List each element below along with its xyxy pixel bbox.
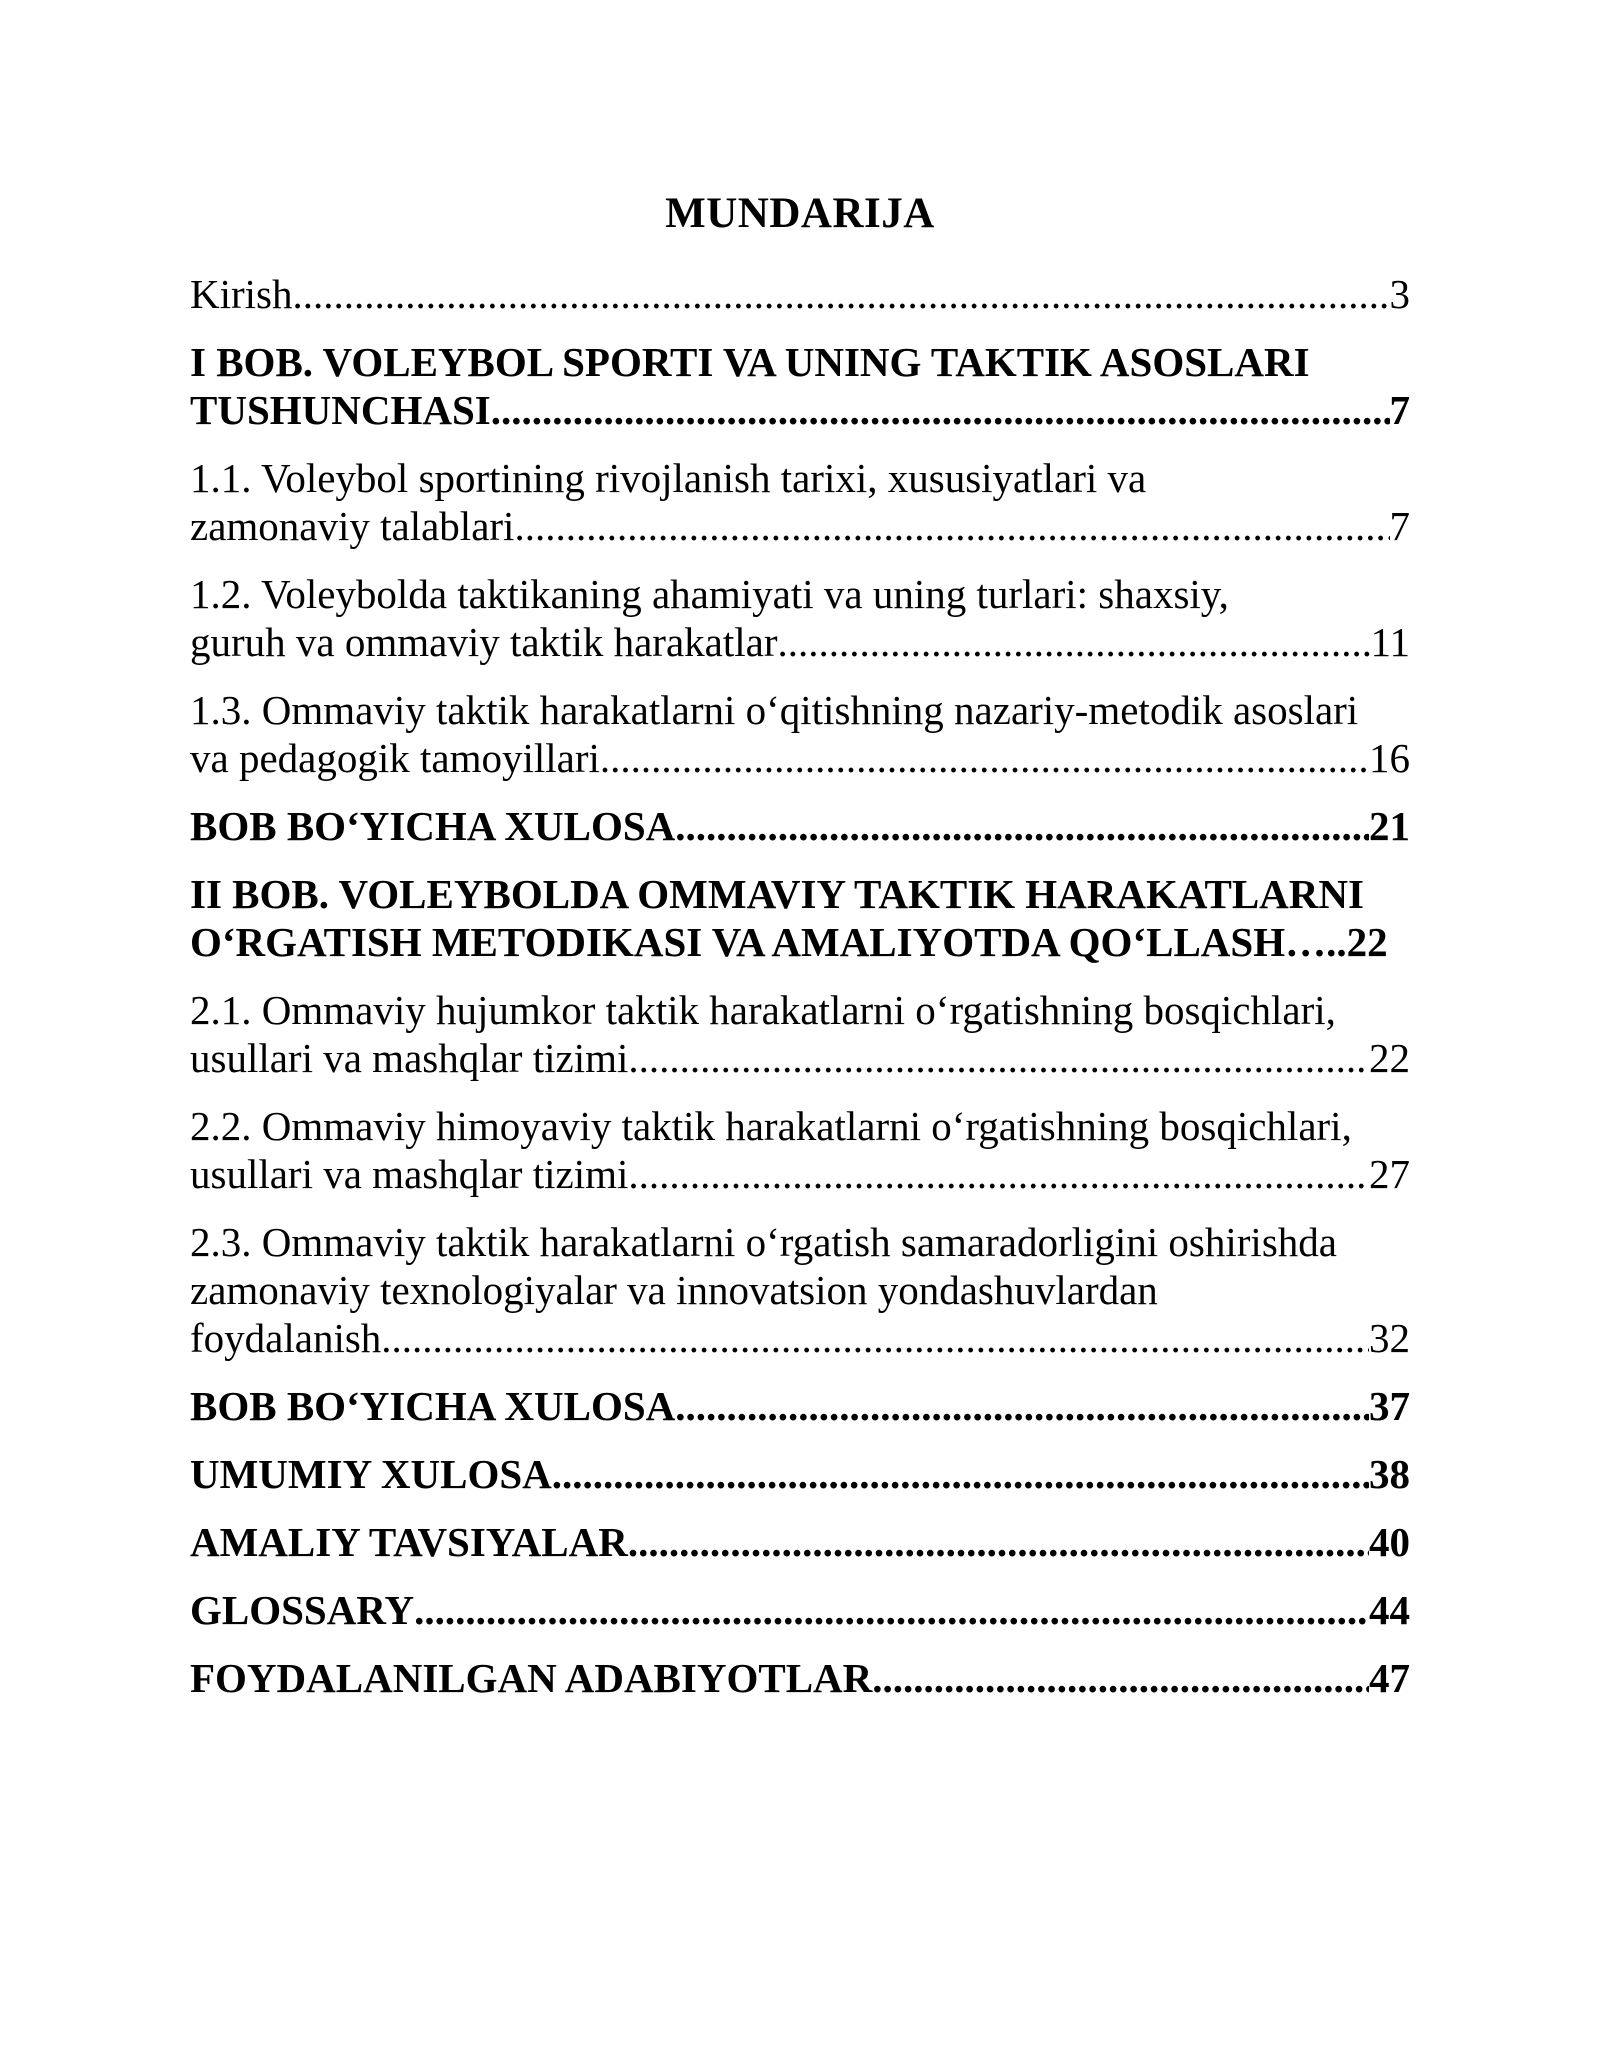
toc-entry xyxy=(190,686,1410,782)
dot-leader xyxy=(600,734,1369,782)
page-title: MUNDARIJA xyxy=(665,190,935,237)
dot-leader xyxy=(872,1654,1369,1702)
toc-page-number: 37 xyxy=(1369,1383,1410,1429)
toc-page-number: 22 xyxy=(1369,1035,1410,1081)
toc-entry-leader-line xyxy=(190,734,1410,782)
dot-leader xyxy=(628,1150,1369,1198)
toc-entry-leader-line xyxy=(190,1654,1410,1702)
toc-page-number: 44 xyxy=(1369,1587,1410,1633)
toc-entry-leader-line xyxy=(190,386,1410,434)
toc-entry-line: I BOB. VOLEYBOL SPORTI VA UNING TAKTIK ASOSLARI xyxy=(190,339,1310,385)
toc-entry-title: BOB BO‘YICHA XULOSA xyxy=(190,1383,676,1429)
toc-entry-title: foydalanish xyxy=(190,1315,382,1361)
toc-entry-leader-line xyxy=(190,1382,1410,1430)
toc-entry-leader-line xyxy=(190,502,1410,550)
toc-entry-title: usullari va mashqlar tizimi xyxy=(190,1151,629,1197)
toc-entry-line: 2.3. Ommaviy taktik harakatlarni o‘rgatish samaradorligini oshirishda xyxy=(190,1219,1337,1265)
toc-entry-title: GLOSSARY xyxy=(190,1587,415,1633)
toc-entry-leader-line xyxy=(190,1314,1410,1362)
toc-entry xyxy=(190,1218,1410,1362)
toc-entry-leader-line xyxy=(190,270,1410,318)
toc-entry-title: AMALIY TAVSIYALAR xyxy=(190,1519,628,1565)
toc-page-number: 32 xyxy=(1369,1315,1410,1361)
toc-entry-line: 1.2. Voleybolda taktikaning ahamiyati va uning turlari: shaxsiy, xyxy=(190,571,1229,617)
toc-entry-leader-line xyxy=(190,1150,1410,1198)
toc-entry-line: 2.2. Ommaviy himoyaviy taktik harakatlarni o‘rgatishning bosqichlari, xyxy=(190,1103,1352,1149)
toc-entry-leader-line xyxy=(190,1518,1410,1566)
toc-entry-line: II BOB. VOLEYBOLDA OMMAVIY TAKTIK HARAKATLARNI xyxy=(190,871,1364,917)
toc-page-number: 7 xyxy=(1389,387,1410,433)
toc-entry xyxy=(190,802,1410,850)
toc-entry-line: zamonaviy texnologiyalar va innovatsion yondashuvlardan xyxy=(190,1267,1158,1313)
toc-page-number: 21 xyxy=(1369,803,1410,849)
toc-entry xyxy=(190,570,1410,666)
dot-leader xyxy=(777,618,1370,666)
toc-entry-leader-line xyxy=(190,1586,1410,1634)
toc-entry xyxy=(190,454,1410,550)
toc-entry xyxy=(190,870,1410,966)
toc-entry xyxy=(190,1382,1410,1430)
toc-entry-title: UMUMIY XULOSA xyxy=(190,1451,552,1497)
toc-page-number: 16 xyxy=(1369,735,1410,781)
toc-entry-title: FOYDALANILGAN ADABIYOTLAR xyxy=(190,1655,873,1701)
dot-leader xyxy=(628,1518,1369,1566)
toc-entry xyxy=(190,1450,1410,1498)
dot-leader xyxy=(491,386,1390,434)
toc-entry-title: zamonaviy talablari xyxy=(190,503,515,549)
dot-leader xyxy=(675,802,1369,850)
toc-page-number: 38 xyxy=(1369,1451,1410,1497)
dot-leader xyxy=(675,1382,1369,1430)
toc-entry-line: 1.3. Ommaviy taktik harakatlarni o‘qitishning nazariy-metodik asoslari xyxy=(190,687,1359,733)
toc-entry-title: usullari va mashqlar tizimi xyxy=(190,1035,629,1081)
toc-entry-title: O‘RGATISH METODIKASI VA AMALIYOTDA QO‘LLASH….. xyxy=(190,919,1347,965)
dot-leader xyxy=(628,1034,1369,1082)
toc-page-number: 3 xyxy=(1389,271,1410,317)
toc-entry xyxy=(190,1654,1410,1702)
toc-page-number: 27 xyxy=(1369,1151,1410,1197)
toc-page-number: 7 xyxy=(1389,503,1410,549)
toc-entry-leader-line xyxy=(190,618,1410,666)
toc-entry xyxy=(190,1102,1410,1198)
toc-entry xyxy=(190,270,1410,318)
toc-entry-title: guruh va ommaviy taktik harakatlar xyxy=(190,619,778,665)
dot-leader xyxy=(414,1586,1369,1634)
toc-entry-title: va pedagogik tamoyillari xyxy=(190,735,600,781)
toc-entry-leader-line xyxy=(190,1034,1410,1082)
toc-entry-leader-line xyxy=(190,802,1410,850)
toc-entry-leader-line xyxy=(190,1450,1410,1498)
toc-entry xyxy=(190,986,1410,1082)
toc-entry-line: 1.1. Voleybol sportining rivojlanish tarixi, xususiyatlari va xyxy=(190,455,1147,501)
toc-page-number: 11 xyxy=(1370,619,1410,665)
dot-leader xyxy=(381,1314,1369,1362)
toc-page-number: 47 xyxy=(1369,1655,1410,1701)
dot-leader xyxy=(293,270,1390,318)
toc-entry xyxy=(190,1518,1410,1566)
dot-leader xyxy=(514,502,1389,550)
toc-page-number: 22 xyxy=(1346,919,1388,965)
toc-entry-leader-line xyxy=(190,918,1410,966)
toc-entry-title: BOB BO‘YICHA XULOSA xyxy=(190,803,676,849)
toc-entry xyxy=(190,338,1410,434)
toc-entry xyxy=(190,1586,1410,1634)
toc-entry-line: 2.1. Ommaviy hujumkor taktik harakatlarni o‘rgatishning bosqichlari, xyxy=(190,987,1336,1033)
toc-page-number: 40 xyxy=(1369,1519,1410,1565)
toc-entry-title: Kirish xyxy=(190,271,293,317)
table-of-contents xyxy=(190,270,1410,1722)
toc-entry-title: TUSHUNCHASI xyxy=(190,387,491,433)
dot-leader xyxy=(552,1450,1369,1498)
